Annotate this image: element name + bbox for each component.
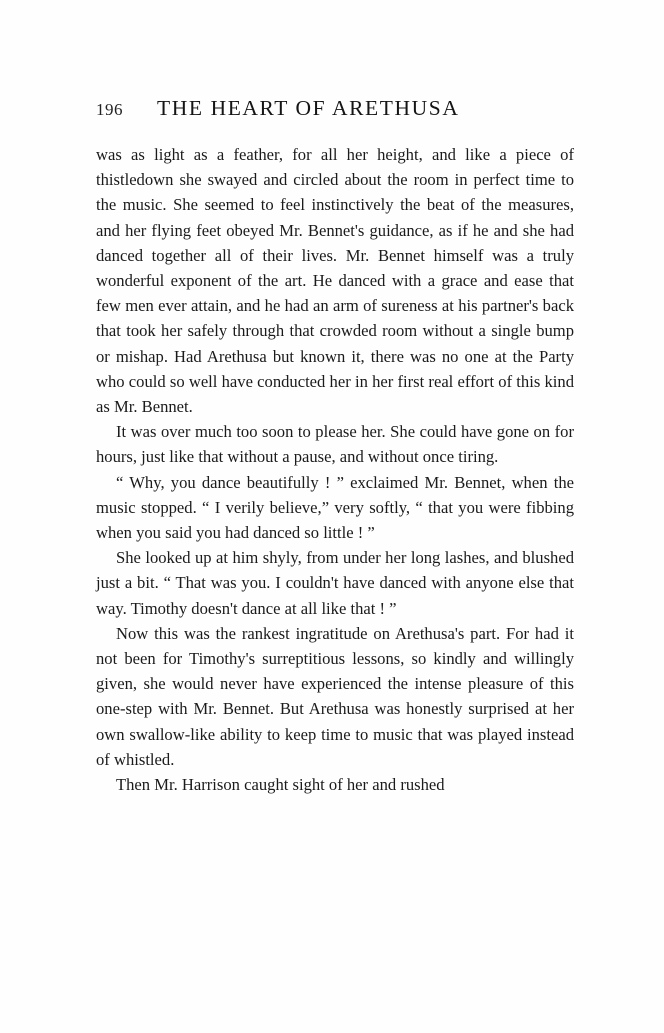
paragraph: Then Mr. Harrison caught sight of her and rushed (116, 775, 445, 795)
paragraph: She looked up at him shyly, from under her long lashes, and blushed just a bit. “ That was you. I couldn't have danced with anyone else that way. Timothy doesn't dance at all like that ! ” (96, 548, 574, 618)
paragraph: It was over much too soon to please her. She could have gone on for hours, just like that without a pause, and without once tiring. (96, 422, 574, 467)
paragraph: Now this was the rankest ingratitude on Arethusa's part. For had it not been for Timothy's surreptitious lessons, so kindly and willingly given, she would never have experienced the intense pleasure of this one-step with Mr. Bennet. But Arethusa was honestly surprised at her own swallow-like ability to keep time to music that was played instead of whistled. (96, 623, 574, 769)
page-body (96, 142, 574, 797)
running-title: THE HEART OF ARETHUSA (157, 96, 460, 120)
page-number: 196 (96, 100, 123, 119)
page-header (96, 96, 576, 121)
paragraph: “ Why, you dance beautifully ! ” exclaimed Mr. Bennet, when the music stopped. “ I verily believe,” very softly, “ that you were fibbing when you said you had danced so little ! ” (96, 472, 574, 543)
paragraph: was as light as a feather, for all her height, and like a piece of thistledown she swayed and circled about the room in perfect time to the music. She seemed to feel instinctively the beat of the measures, and her flying feet obeyed Mr. Bennet's guidance, as if he and she had danced together all of their lives. Mr. Bennet himself was a truly wonderful exponent of the art. He danced with a grace and ease that few men ever attain, and he had an arm of sureness at his partner's back that took her safely through that crowded room without a single bump or mishap. Had Arethusa but known it, there was no one at the Party who could so well have conducted her in her first real effort of this kind as Mr. Bennet. (96, 145, 574, 417)
